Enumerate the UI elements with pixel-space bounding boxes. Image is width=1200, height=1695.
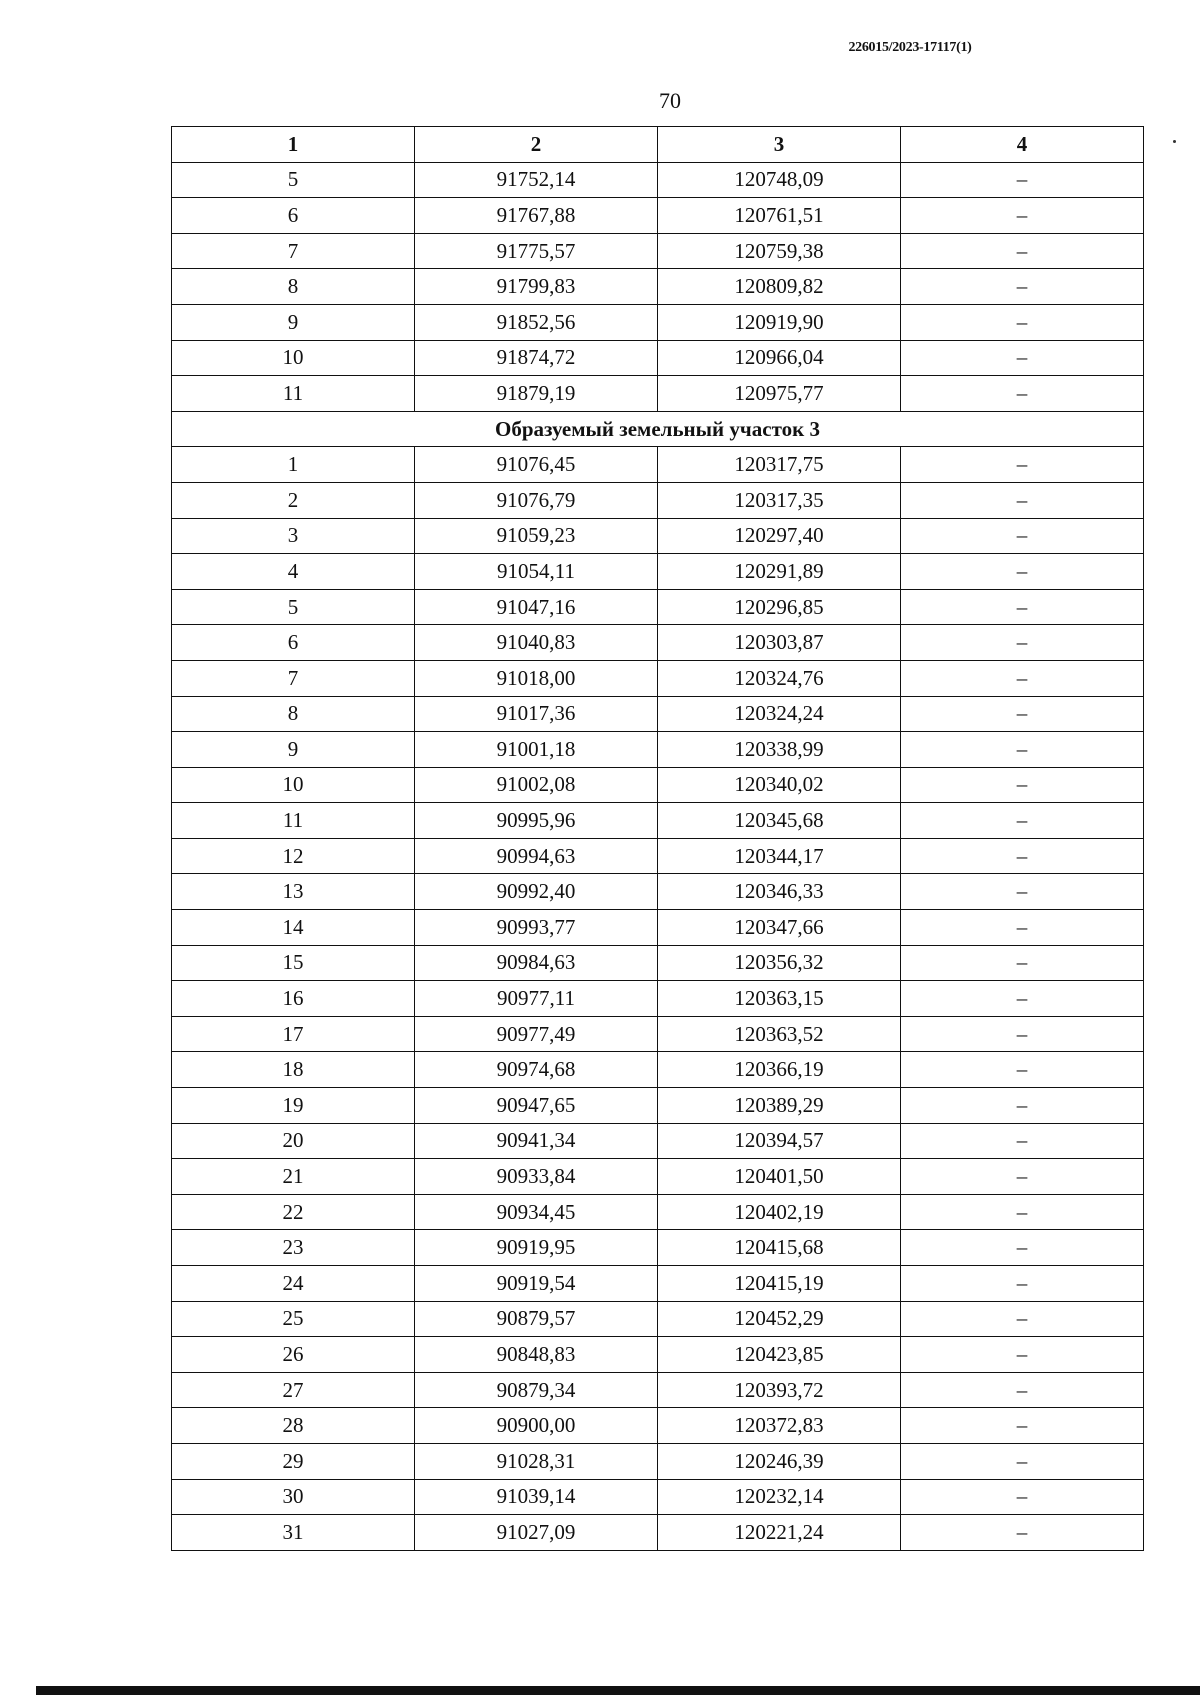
scan-speck (1173, 140, 1176, 143)
table-row (172, 696, 1144, 732)
note-cell: – (901, 589, 1144, 625)
x-coordinate-cell: 90879,57 (415, 1301, 658, 1337)
y-coordinate-cell: 120394,57 (658, 1123, 901, 1159)
y-coordinate-cell: 120761,51 (658, 198, 901, 234)
point-number-cell: 18 (172, 1052, 415, 1088)
point-number-cell: 9 (172, 304, 415, 340)
point-number-cell: 6 (172, 625, 415, 661)
point-number-cell: 21 (172, 1159, 415, 1195)
note-cell: – (901, 1479, 1144, 1515)
x-coordinate-cell: 90848,83 (415, 1337, 658, 1373)
point-number-cell: 23 (172, 1230, 415, 1266)
note-cell: – (901, 1301, 1144, 1337)
table-row (172, 1372, 1144, 1408)
table-row (172, 376, 1144, 412)
note-cell: – (901, 1159, 1144, 1195)
x-coordinate-cell: 90941,34 (415, 1123, 658, 1159)
x-coordinate-cell: 90977,49 (415, 1016, 658, 1052)
table-row (172, 1408, 1144, 1444)
y-coordinate-cell: 120809,82 (658, 269, 901, 305)
table-row (172, 1515, 1144, 1551)
point-number-cell: 6 (172, 198, 415, 234)
note-cell: – (901, 1266, 1144, 1302)
x-coordinate-cell: 90995,96 (415, 803, 658, 839)
table-row (172, 874, 1144, 910)
x-coordinate-cell: 90994,63 (415, 838, 658, 874)
point-number-cell: 14 (172, 910, 415, 946)
y-coordinate-cell: 120356,32 (658, 945, 901, 981)
section-title-group (172, 411, 1144, 447)
table-header-row (172, 127, 1144, 163)
note-cell: – (901, 1443, 1144, 1479)
rows-before-section (172, 162, 1144, 411)
point-number-cell: 25 (172, 1301, 415, 1337)
point-number-cell: 11 (172, 376, 415, 412)
note-cell: – (901, 910, 1144, 946)
table-row (172, 1194, 1144, 1230)
y-coordinate-cell: 120389,29 (658, 1088, 901, 1124)
note-cell: – (901, 1372, 1144, 1408)
y-coordinate-cell: 120423,85 (658, 1337, 901, 1373)
y-coordinate-cell: 120344,17 (658, 838, 901, 874)
note-cell: – (901, 732, 1144, 768)
page-number: 70 (659, 88, 681, 113)
x-coordinate-cell: 91874,72 (415, 340, 658, 376)
y-coordinate-cell: 120246,39 (658, 1443, 901, 1479)
y-coordinate-cell: 120415,19 (658, 1266, 901, 1302)
table-row (172, 1301, 1144, 1337)
y-coordinate-cell: 120366,19 (658, 1052, 901, 1088)
table-row (172, 767, 1144, 803)
table-row (172, 1016, 1144, 1052)
note-cell: – (901, 1408, 1144, 1444)
y-coordinate-cell: 120345,68 (658, 803, 901, 839)
table-row (172, 838, 1144, 874)
table-row (172, 1443, 1144, 1479)
table-row (172, 1266, 1144, 1302)
point-number-cell: 7 (172, 233, 415, 269)
x-coordinate-cell: 91054,11 (415, 554, 658, 590)
note-cell: – (901, 198, 1144, 234)
note-cell: – (901, 945, 1144, 981)
x-coordinate-cell: 91039,14 (415, 1479, 658, 1515)
point-number-cell: 10 (172, 340, 415, 376)
note-cell: – (901, 554, 1144, 590)
table-row (172, 1337, 1144, 1373)
x-coordinate-cell: 90900,00 (415, 1408, 658, 1444)
column-header-3: 3 (658, 127, 901, 163)
table-row (172, 625, 1144, 661)
x-coordinate-cell: 91752,14 (415, 162, 658, 198)
table-row (172, 554, 1144, 590)
point-number-cell: 26 (172, 1337, 415, 1373)
y-coordinate-cell: 120759,38 (658, 233, 901, 269)
point-number-cell: 9 (172, 732, 415, 768)
note-cell: – (901, 696, 1144, 732)
table-row (172, 589, 1144, 625)
note-cell: – (901, 482, 1144, 518)
table-row (172, 269, 1144, 305)
y-coordinate-cell: 120291,89 (658, 554, 901, 590)
note-cell: – (901, 1515, 1144, 1551)
point-number-cell: 15 (172, 945, 415, 981)
y-coordinate-cell: 120303,87 (658, 625, 901, 661)
y-coordinate-cell: 120975,77 (658, 376, 901, 412)
y-coordinate-cell: 120317,75 (658, 447, 901, 483)
y-coordinate-cell: 120415,68 (658, 1230, 901, 1266)
x-coordinate-cell: 91040,83 (415, 625, 658, 661)
note-cell: – (901, 803, 1144, 839)
table-row (172, 803, 1144, 839)
note-cell: – (901, 269, 1144, 305)
table-row (172, 1088, 1144, 1124)
x-coordinate-cell: 91076,79 (415, 482, 658, 518)
x-coordinate-cell: 91028,31 (415, 1443, 658, 1479)
table-row (172, 981, 1144, 1017)
note-cell: – (901, 233, 1144, 269)
document-id: 226015/2023-17117(1) (848, 40, 972, 55)
note-cell: – (901, 1123, 1144, 1159)
coordinates-table (171, 126, 1144, 1551)
x-coordinate-cell: 90947,65 (415, 1088, 658, 1124)
x-coordinate-cell: 90993,77 (415, 910, 658, 946)
x-coordinate-cell: 91879,19 (415, 376, 658, 412)
point-number-cell: 29 (172, 1443, 415, 1479)
x-coordinate-cell: 91047,16 (415, 589, 658, 625)
note-cell: – (901, 304, 1144, 340)
y-coordinate-cell: 120402,19 (658, 1194, 901, 1230)
table-row (172, 1159, 1144, 1195)
y-coordinate-cell: 120966,04 (658, 340, 901, 376)
note-cell: – (901, 376, 1144, 412)
point-number-cell: 12 (172, 838, 415, 874)
note-cell: – (901, 1337, 1144, 1373)
y-coordinate-cell: 120919,90 (658, 304, 901, 340)
table-row (172, 1230, 1144, 1266)
y-coordinate-cell: 120296,85 (658, 589, 901, 625)
point-number-cell: 28 (172, 1408, 415, 1444)
table-row (172, 945, 1144, 981)
note-cell: – (901, 660, 1144, 696)
y-coordinate-cell: 120324,76 (658, 660, 901, 696)
table-row (172, 162, 1144, 198)
x-coordinate-cell: 90933,84 (415, 1159, 658, 1195)
point-number-cell: 19 (172, 1088, 415, 1124)
y-coordinate-cell: 120338,99 (658, 732, 901, 768)
point-number-cell: 31 (172, 1515, 415, 1551)
y-coordinate-cell: 120347,66 (658, 910, 901, 946)
note-cell: – (901, 625, 1144, 661)
y-coordinate-cell: 120221,24 (658, 1515, 901, 1551)
point-number-cell: 13 (172, 874, 415, 910)
point-number-cell: 17 (172, 1016, 415, 1052)
column-header-4: 4 (901, 127, 1144, 163)
table-row (172, 732, 1144, 768)
x-coordinate-cell: 91852,56 (415, 304, 658, 340)
note-cell: – (901, 874, 1144, 910)
y-coordinate-cell: 120452,29 (658, 1301, 901, 1337)
x-coordinate-cell: 90919,54 (415, 1266, 658, 1302)
column-header-1: 1 (172, 127, 415, 163)
point-number-cell: 10 (172, 767, 415, 803)
point-number-cell: 16 (172, 981, 415, 1017)
note-cell: – (901, 447, 1144, 483)
table-row (172, 910, 1144, 946)
x-coordinate-cell: 91799,83 (415, 269, 658, 305)
table-row (172, 482, 1144, 518)
point-number-cell: 1 (172, 447, 415, 483)
point-number-cell: 22 (172, 1194, 415, 1230)
point-number-cell: 24 (172, 1266, 415, 1302)
table-row (172, 340, 1144, 376)
y-coordinate-cell: 120232,14 (658, 1479, 901, 1515)
x-coordinate-cell: 91059,23 (415, 518, 658, 554)
point-number-cell: 8 (172, 696, 415, 732)
point-number-cell: 3 (172, 518, 415, 554)
point-number-cell: 4 (172, 554, 415, 590)
note-cell: – (901, 162, 1144, 198)
note-cell: – (901, 518, 1144, 554)
x-coordinate-cell: 91775,57 (415, 233, 658, 269)
coordinates-table-container (171, 126, 1143, 1551)
table-row (172, 660, 1144, 696)
point-number-cell: 5 (172, 162, 415, 198)
note-cell: – (901, 1230, 1144, 1266)
table-row (172, 1123, 1144, 1159)
y-coordinate-cell: 120340,02 (658, 767, 901, 803)
x-coordinate-cell: 90992,40 (415, 874, 658, 910)
point-number-cell: 11 (172, 803, 415, 839)
point-number-cell: 5 (172, 589, 415, 625)
column-header-2: 2 (415, 127, 658, 163)
scan-bottom-border (36, 1686, 1200, 1695)
point-number-cell: 27 (172, 1372, 415, 1408)
note-cell: – (901, 1194, 1144, 1230)
note-cell: – (901, 838, 1144, 874)
x-coordinate-cell: 90984,63 (415, 945, 658, 981)
note-cell: – (901, 1052, 1144, 1088)
x-coordinate-cell: 91076,45 (415, 447, 658, 483)
note-cell: – (901, 1088, 1144, 1124)
y-coordinate-cell: 120363,52 (658, 1016, 901, 1052)
y-coordinate-cell: 120297,40 (658, 518, 901, 554)
rows-after-section (172, 447, 1144, 1550)
x-coordinate-cell: 91018,00 (415, 660, 658, 696)
table-row (172, 447, 1144, 483)
y-coordinate-cell: 120317,35 (658, 482, 901, 518)
x-coordinate-cell: 91027,09 (415, 1515, 658, 1551)
table-row (172, 1479, 1144, 1515)
point-number-cell: 20 (172, 1123, 415, 1159)
table-row (172, 518, 1144, 554)
x-coordinate-cell: 91017,36 (415, 696, 658, 732)
x-coordinate-cell: 91002,08 (415, 767, 658, 803)
x-coordinate-cell: 91767,88 (415, 198, 658, 234)
x-coordinate-cell: 90977,11 (415, 981, 658, 1017)
y-coordinate-cell: 120324,24 (658, 696, 901, 732)
point-number-cell: 7 (172, 660, 415, 696)
y-coordinate-cell: 120393,72 (658, 1372, 901, 1408)
note-cell: – (901, 340, 1144, 376)
y-coordinate-cell: 120401,50 (658, 1159, 901, 1195)
point-number-cell: 30 (172, 1479, 415, 1515)
x-coordinate-cell: 90974,68 (415, 1052, 658, 1088)
table-row (172, 233, 1144, 269)
point-number-cell: 8 (172, 269, 415, 305)
note-cell: – (901, 767, 1144, 803)
x-coordinate-cell: 91001,18 (415, 732, 658, 768)
section-title-row (172, 411, 1144, 447)
table-row (172, 1052, 1144, 1088)
x-coordinate-cell: 90879,34 (415, 1372, 658, 1408)
table-row (172, 198, 1144, 234)
x-coordinate-cell: 90919,95 (415, 1230, 658, 1266)
point-number-cell: 2 (172, 482, 415, 518)
note-cell: – (901, 981, 1144, 1017)
note-cell: – (901, 1016, 1144, 1052)
y-coordinate-cell: 120346,33 (658, 874, 901, 910)
table-row (172, 304, 1144, 340)
section-title: Образуемый земельный участок 3 (172, 411, 1144, 447)
y-coordinate-cell: 120748,09 (658, 162, 901, 198)
y-coordinate-cell: 120363,15 (658, 981, 901, 1017)
x-coordinate-cell: 90934,45 (415, 1194, 658, 1230)
y-coordinate-cell: 120372,83 (658, 1408, 901, 1444)
